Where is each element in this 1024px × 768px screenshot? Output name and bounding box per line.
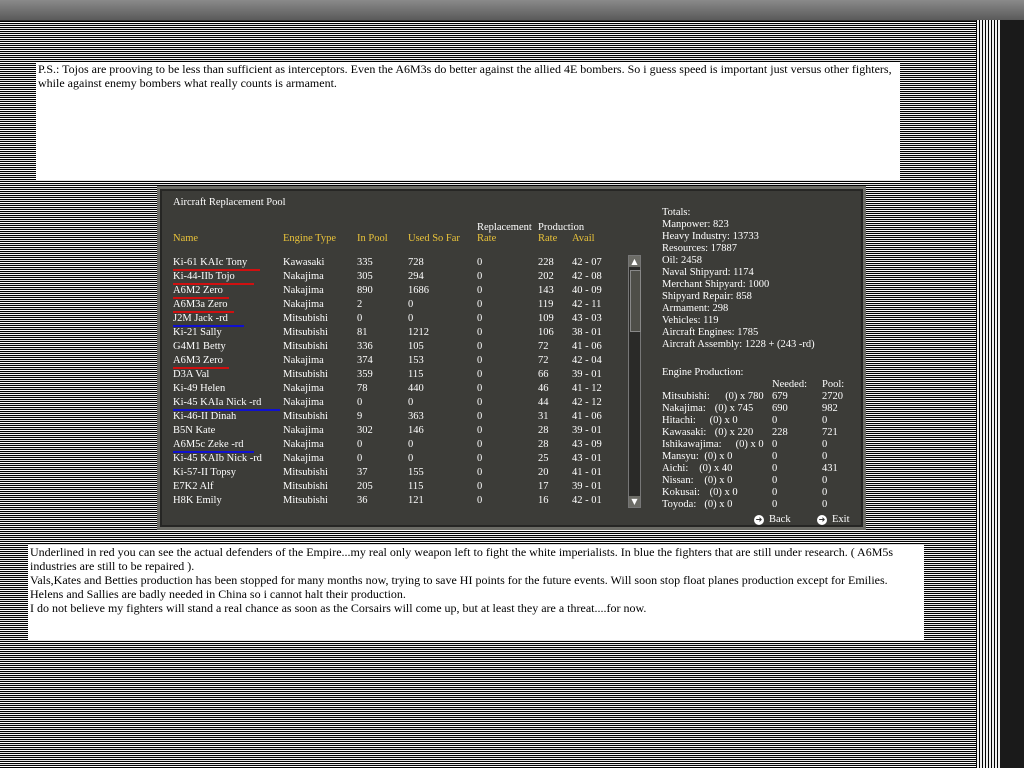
in-pool: 336 — [357, 341, 373, 352]
engine-qty: (0) x 0 — [704, 499, 733, 510]
avail-date: 42 - 12 — [572, 397, 602, 408]
exit-arrow-icon: ➜ — [818, 514, 826, 524]
engine-qty: (0) x 0 — [735, 439, 764, 450]
in-pool: 335 — [357, 257, 373, 268]
production-rate: 106 — [538, 327, 554, 338]
engine-type: Mitsubishi — [283, 481, 328, 492]
engine-qty: (0) x 0 — [704, 451, 733, 462]
used-so-far: 294 — [408, 271, 424, 282]
engine-type: Nakajima — [283, 299, 324, 310]
in-pool: 0 — [357, 313, 363, 324]
engine-needed: 0 — [772, 487, 778, 498]
aircraft-name: A6M5c Zeke -rd — [173, 439, 244, 450]
engine-needed: 0 — [772, 415, 778, 426]
aircraft-replacement-pool-panel — [157, 186, 866, 530]
table-row[interactable] — [160, 383, 620, 397]
engine-type: Kawasaki — [283, 257, 325, 268]
engine-qty: (0) x 745 — [714, 403, 754, 414]
production-rate: 31 — [538, 411, 549, 422]
avail-date: 38 - 01 — [572, 327, 602, 338]
engine-name: Toyoda: — [662, 499, 697, 510]
replacement-rate: 0 — [477, 425, 483, 436]
table-row[interactable] — [160, 313, 620, 327]
engine-type: Mitsubishi — [283, 369, 328, 380]
page-scrollbar[interactable] — [1000, 20, 1024, 768]
totals-line: Shipyard Repair: 858 — [662, 291, 752, 302]
background-stripe — [976, 20, 1000, 768]
aircraft-name: H8K Emily — [173, 495, 222, 506]
engine-row — [662, 403, 862, 415]
back-label: Back — [769, 514, 791, 525]
totals-line: Resources: 17887 — [662, 243, 737, 254]
production-rate: 202 — [538, 271, 554, 282]
replacement-rate: 0 — [477, 257, 483, 268]
aircraft-name: Ki-21 Sally — [173, 327, 222, 338]
replacement-rate: 0 — [477, 369, 483, 380]
production-rate: 20 — [538, 467, 549, 478]
engine-row — [662, 415, 862, 427]
avail-date: 39 - 01 — [572, 425, 602, 436]
used-so-far: 0 — [408, 453, 414, 464]
production-rate: 228 — [538, 257, 554, 268]
avail-date: 39 - 01 — [572, 481, 602, 492]
table-row[interactable] — [160, 299, 620, 313]
table-row[interactable] — [160, 411, 620, 425]
replacement-rate: 0 — [477, 411, 483, 422]
engine-pool: 721 — [822, 427, 838, 438]
engine-row — [662, 487, 862, 499]
engine-pool: 0 — [822, 439, 828, 450]
engine-row — [662, 451, 862, 463]
table-row[interactable] — [160, 397, 620, 411]
needed-header: Needed: — [772, 379, 807, 390]
engine-qty: (0) x 780 — [725, 391, 764, 402]
table-row[interactable] — [160, 341, 620, 355]
replacement-rate: 0 — [477, 355, 483, 366]
engine-needed: 690 — [772, 403, 788, 414]
engine-qty: (0) x 0 — [704, 475, 733, 486]
used-so-far: 728 — [408, 257, 424, 268]
totals-line: Oil: 2458 — [662, 255, 702, 266]
engine-qty: (0) x 220 — [714, 427, 754, 438]
replacement-rate: 0 — [477, 271, 483, 282]
in-pool: 36 — [357, 495, 368, 506]
table-row[interactable] — [160, 467, 620, 481]
table-row[interactable] — [160, 257, 620, 271]
totals-title: Totals: — [662, 207, 691, 218]
production-rate: 44 — [538, 397, 549, 408]
replacement-rate: 0 — [477, 341, 483, 352]
window-title-bar — [0, 0, 1024, 21]
engine-type: Nakajima — [283, 425, 324, 436]
avail-date: 41 - 06 — [572, 411, 602, 422]
engine-needed: 0 — [772, 475, 778, 486]
replacement-rate: 0 — [477, 285, 483, 296]
engine-type: Nakajima — [283, 271, 324, 282]
in-pool: 302 — [357, 425, 373, 436]
engine-qty: (0) x 40 — [699, 463, 733, 474]
production-rate: 16 — [538, 495, 549, 506]
avail-date: 42 - 11 — [572, 299, 602, 310]
avail-date: 41 - 12 — [572, 383, 602, 394]
replacement-rate: 0 — [477, 313, 483, 324]
aircraft-name: B5N Kate — [173, 425, 216, 436]
engine-type: Mitsubishi — [283, 327, 328, 338]
aircraft-name: Ki-45 KAIb Nick -rd — [173, 453, 262, 464]
avail-date: 39 - 01 — [572, 369, 602, 380]
used-so-far: 115 — [408, 481, 424, 492]
totals-line: Aircraft Engines: 1785 — [662, 327, 759, 338]
exit-label: Exit — [832, 514, 850, 525]
header-used-so-far[interactable]: Used So Far — [408, 233, 460, 244]
avail-date: 42 - 08 — [572, 271, 602, 282]
in-pool: 0 — [357, 453, 363, 464]
header-in-pool[interactable]: In Pool — [357, 233, 388, 244]
totals-line: Naval Shipyard: 1174 — [662, 267, 754, 278]
used-so-far: 0 — [408, 397, 414, 408]
aircraft-name: J2M Jack -rd — [173, 313, 228, 324]
replacement-rate: 0 — [477, 327, 483, 338]
avail-date: 43 - 09 — [572, 439, 602, 450]
engine-type: Mitsubishi — [283, 411, 328, 422]
engine-pool: 0 — [822, 475, 828, 486]
engine-pool: 0 — [822, 451, 828, 462]
engine-row — [662, 499, 862, 511]
engine-needed: 0 — [772, 463, 778, 474]
production-rate: 109 — [538, 313, 554, 324]
production-rate: 119 — [538, 299, 554, 310]
in-pool: 205 — [357, 481, 373, 492]
totals-line: Manpower: 823 — [662, 219, 729, 230]
used-so-far: 155 — [408, 467, 424, 478]
engine-needed: 679 — [772, 391, 788, 402]
engine-row — [662, 463, 862, 475]
header-production-rate[interactable]: Rate — [538, 233, 558, 244]
used-so-far: 121 — [408, 495, 424, 506]
engine-type: Nakajima — [283, 383, 324, 394]
used-so-far: 1212 — [408, 327, 429, 338]
table-row[interactable] — [160, 481, 620, 495]
engine-type: Nakajima — [283, 453, 324, 464]
avail-date: 42 - 04 — [572, 355, 602, 366]
engine-name: Ishikawajima: — [662, 439, 722, 450]
notes-text — [28, 545, 924, 640]
ps-text: P.S.: Tojos are prooving to be less than sufficient as interceptors. Even the A6M3s do better against the allied 4E bombers. So i guess speed is important just versus other fighters, while against enemy bombers what really counts is armament. — [36, 62, 900, 180]
engine-name: Hitachi: — [662, 415, 696, 426]
engine-row — [662, 427, 862, 439]
engine-name: Kawasaki: — [662, 427, 707, 438]
note-paragraph: I do not believe my fighters will stand a real chance as soon as the Corsairs will come up, but at least they are a threat....for now. — [30, 601, 647, 615]
table-row[interactable] — [160, 369, 620, 383]
table-row[interactable] — [160, 285, 620, 299]
totals-line: Aircraft Assembly: 1228 + (243 -rd) — [662, 339, 815, 350]
exit-button[interactable] — [817, 514, 850, 525]
production-rate: 143 — [538, 285, 554, 296]
engine-pool: 0 — [822, 499, 828, 510]
aircraft-name: G4M1 Betty — [173, 341, 226, 352]
avail-date: 42 - 07 — [572, 257, 602, 268]
header-engine-type[interactable]: Engine Type — [283, 233, 337, 244]
scroll-thumb[interactable] — [630, 270, 641, 332]
engine-name: Mitsubishi: — [662, 391, 710, 402]
aircraft-name: Ki-61 KAIc Tony — [173, 257, 248, 268]
table-row[interactable] — [160, 453, 620, 467]
note-paragraph: Underlined in red you can see the actual defenders of the Empire...my real only weapon left to fight the white imperialists. In blue the fighters that are still under research. ( A6M5s industries are still to be repaired ). — [30, 545, 894, 573]
in-pool: 359 — [357, 369, 373, 380]
in-pool: 2 — [357, 299, 363, 310]
replacement-rate: 0 — [477, 383, 483, 394]
back-button[interactable] — [754, 514, 791, 525]
engine-type: Nakajima — [283, 355, 324, 366]
engine-row — [662, 391, 862, 403]
header-name[interactable]: Name — [173, 233, 199, 244]
avail-date: 42 - 01 — [572, 495, 602, 506]
in-pool: 305 — [357, 271, 373, 282]
engine-type: Mitsubishi — [283, 467, 328, 478]
in-pool: 81 — [357, 327, 368, 338]
engine-type: Nakajima — [283, 285, 324, 296]
replacement-rate: 0 — [477, 439, 483, 450]
production-rate: 17 — [538, 481, 549, 492]
avail-date: 41 - 01 — [572, 467, 602, 478]
avail-date: 43 - 03 — [572, 313, 602, 324]
aircraft-name: D3A Val — [173, 369, 210, 380]
table-row[interactable] — [160, 425, 620, 439]
in-pool: 0 — [357, 397, 363, 408]
header-avail[interactable]: Avail — [572, 233, 595, 244]
engine-type: Mitsubishi — [283, 313, 328, 324]
engine-needed: 0 — [772, 439, 778, 450]
used-so-far: 115 — [408, 369, 424, 380]
in-pool: 890 — [357, 285, 373, 296]
totals-section — [662, 207, 862, 351]
header-production: Production — [538, 222, 585, 233]
table-row[interactable] — [160, 495, 620, 509]
engine-qty: (0) x 0 — [709, 415, 738, 426]
production-rate: 25 — [538, 453, 549, 464]
aircraft-name: A6M2 Zero — [173, 285, 223, 296]
replacement-rate: 0 — [477, 495, 483, 506]
aircraft-name: A6M3a Zero — [173, 299, 228, 310]
totals-line: Heavy Industry: 13733 — [662, 231, 759, 242]
in-pool: 9 — [357, 411, 363, 422]
totals-line: Vehicles: 119 — [662, 315, 719, 326]
header-replacement: Replacement — [477, 222, 532, 233]
avail-date: 43 - 01 — [572, 453, 602, 464]
avail-date: 40 - 09 — [572, 285, 602, 296]
panel-title: Aircraft Replacement Pool — [173, 197, 286, 208]
table-row[interactable] — [160, 271, 620, 285]
totals-line: Armament: 298 — [662, 303, 729, 314]
engine-pool: 0 — [822, 487, 828, 498]
used-so-far: 153 — [408, 355, 424, 366]
used-so-far: 1686 — [408, 285, 429, 296]
used-so-far: 0 — [408, 299, 414, 310]
production-rate: 28 — [538, 439, 549, 450]
note-paragraph: Vals,Kates and Betties production has been stopped for many months now, trying to save HI points for the future events. Will soon stop float planes production except for Emilies. Helens and Sallies are badly needed in China so i cannot halt their production. — [30, 573, 888, 601]
engine-type: Nakajima — [283, 439, 324, 450]
production-rate: 72 — [538, 355, 549, 366]
engine-name: Mansyu: — [662, 451, 699, 462]
engine-pool: 982 — [822, 403, 838, 414]
scroll-up-icon[interactable]: ▲ — [629, 256, 640, 267]
engine-qty: (0) x 0 — [709, 487, 738, 498]
aircraft-name: Ki-57-II Topsy — [173, 467, 236, 478]
engine-type: Mitsubishi — [283, 495, 328, 506]
aircraft-name: Ki-49 Helen — [173, 383, 226, 394]
engine-pool: 2720 — [822, 391, 843, 402]
replacement-rate: 0 — [477, 397, 483, 408]
in-pool: 374 — [357, 355, 373, 366]
engine-name: Nissan: — [662, 475, 694, 486]
engine-row — [662, 475, 862, 487]
used-so-far: 146 — [408, 425, 424, 436]
production-rate: 66 — [538, 369, 549, 380]
engine-name: Kokusai: — [662, 487, 700, 498]
aircraft-name: Ki-46-II Dinah — [173, 411, 237, 422]
production-rate: 72 — [538, 341, 549, 352]
table-row[interactable] — [160, 439, 620, 453]
back-arrow-icon: ➜ — [755, 514, 763, 524]
in-pool: 78 — [357, 383, 368, 394]
production-rate: 46 — [538, 383, 549, 394]
totals-line: Merchant Shipyard: 1000 — [662, 279, 770, 290]
engine-pool: 0 — [822, 415, 828, 426]
table-scrollbar[interactable] — [628, 255, 641, 508]
engine-name: Aichi: — [662, 463, 689, 474]
aircraft-name: Ki-45 KAIa Nick -rd — [173, 397, 262, 408]
engine-row — [662, 439, 862, 451]
engine-type: Mitsubishi — [283, 341, 328, 352]
used-so-far: 440 — [408, 383, 424, 394]
engine-needed: 0 — [772, 499, 778, 510]
used-so-far: 363 — [408, 411, 424, 422]
replacement-rate: 0 — [477, 299, 483, 310]
engine-needed: 228 — [772, 427, 788, 438]
replacement-rate: 0 — [477, 453, 483, 464]
production-rate: 28 — [538, 425, 549, 436]
avail-date: 41 - 06 — [572, 341, 602, 352]
engine-type: Nakajima — [283, 397, 324, 408]
engine-pool: 431 — [822, 463, 838, 474]
header-replacement-rate[interactable]: Rate — [477, 233, 497, 244]
in-pool: 37 — [357, 467, 368, 478]
used-so-far: 105 — [408, 341, 424, 352]
engine-name: Nakajima: — [662, 403, 706, 414]
table-row[interactable] — [160, 327, 620, 341]
engine-needed: 0 — [772, 451, 778, 462]
aircraft-name: A6M3 Zero — [173, 355, 223, 366]
used-so-far: 0 — [408, 439, 414, 450]
replacement-rate: 0 — [477, 481, 483, 492]
aircraft-name: Ki-44-IIb Tojo — [173, 271, 235, 282]
table-row[interactable] — [160, 355, 620, 369]
used-so-far: 0 — [408, 313, 414, 324]
aircraft-name: E7K2 Alf — [173, 481, 214, 492]
pool-header: Pool: — [822, 379, 845, 390]
in-pool: 0 — [357, 439, 363, 450]
scroll-down-icon[interactable]: ▼ — [629, 496, 640, 507]
engine-production-title: Engine Production: — [662, 367, 744, 378]
replacement-rate: 0 — [477, 467, 483, 478]
